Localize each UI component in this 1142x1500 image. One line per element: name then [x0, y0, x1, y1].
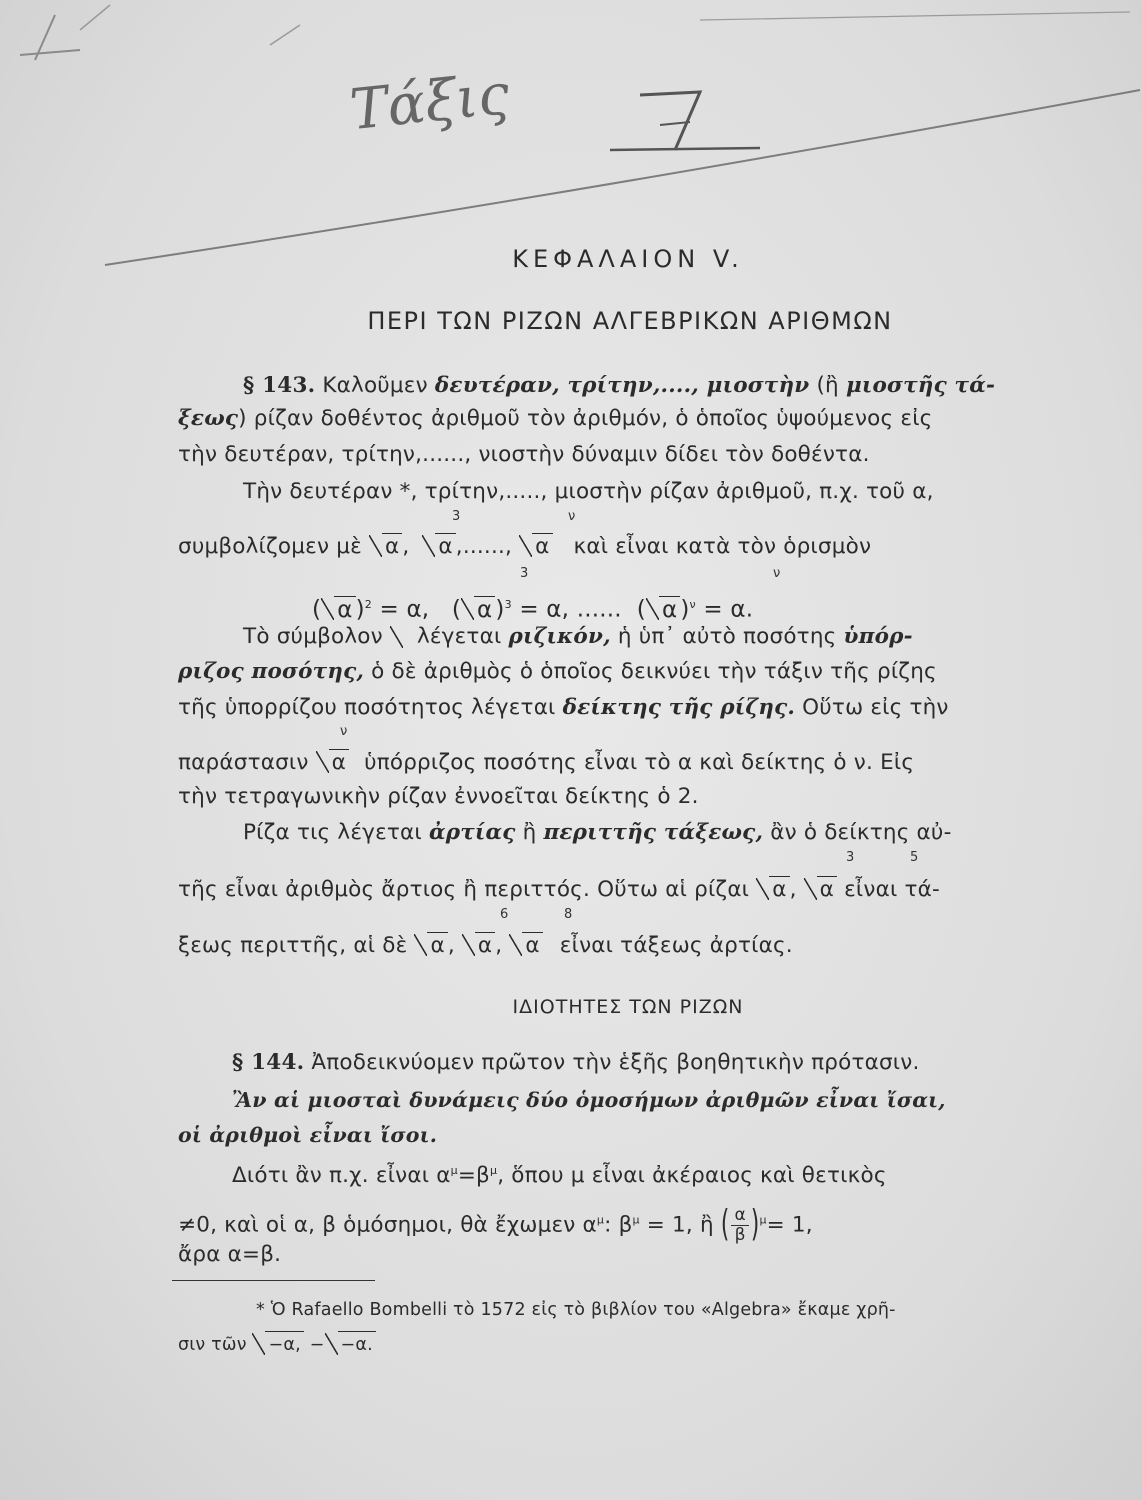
chapter-title: ΚΕΦΑΛΑΙΟΝ V. — [512, 245, 744, 273]
definition-equation: ( α )$^2$ = α, ( α )$^3$ = α, ...... ( α )$^\nu$ = α. — [312, 596, 754, 623]
radical-sign — [390, 624, 410, 650]
paragraph-143-line-9: τῆς ὑπορρίζου ποσότητος λέγεται δείκτης τῆς ρίζης. Οὕτω εἰς τὴν — [178, 695, 949, 720]
chapter-subtitle: ΠΕΡΙ ΤΩΝ ΡΙΖΩΝ ΑΛΓΕΒΡΙΚΩΝ ΑΡΙΘΜΩΝ — [367, 307, 893, 335]
cube-root-symbol: α — [422, 533, 455, 560]
fraction: $\frac{\alpha}{\beta}$ — [731, 1206, 748, 1245]
root-index-n: ν — [773, 566, 781, 581]
section-number: § 144. — [232, 1050, 305, 1075]
paragraph-143-line-8: ριζος ποσότης, ὁ δὲ ἀριθμὸς ὁ ὁποῖος δεικνύει τὴν τάξιν τῆς ρίζης — [178, 659, 937, 684]
paragraph-143-line-10: παράστασιν α ὑπόρριζος ποσότης εἶναι τὸ α καὶ δείκτης ὁ ν. Εἰς — [178, 750, 915, 775]
paragraph-143-line-5: συμβολίζομεν μὲ α , α ,......, α καὶ εἶναι κατὰ τὸν ὁρισμὸν — [178, 534, 872, 559]
paragraph-143-line-1: § 143. Καλοῦμεν δευτέραν, τρίτην,...., μιοστὴν (ἢ μιοστῆς τά- — [243, 373, 996, 398]
nth-root-symbol: α — [519, 533, 552, 560]
sqrt-symbol: α — [369, 533, 402, 560]
paragraph-144-line-5: ≠0, καὶ οἱ α, β ὁμόσημοι, θὰ ἔχωμεν $\alpha^\mu$: $\beta^\mu = 1$, ἢ ( $\frac{\alpha}{\beta}$ )$^\mu$= 1, — [178, 1203, 813, 1246]
root-index-8: 8 — [564, 907, 573, 922]
section-number: § 143. — [243, 373, 316, 398]
footnote-line-2: σιν τῶν −α, − −α. — [178, 1331, 1078, 1358]
footnote-line-1: * Ὁ Rafaello Bombelli τὸ 1572 εἰς τὸ βιβλίον του «Algebra» ἔκαμε χρῆ- — [256, 1300, 896, 1320]
theorem-line-1: Ἂν αἱ μιοσταὶ δυνάμεις δύο ὁμοσήμων ἀριθμῶν εἶναι ἴσαι, — [232, 1088, 946, 1112]
paragraph-143-line-14: ξεως περιττῆς, αἱ δὲ α , α , α εἶναι τάξεως ἀρτίας. — [178, 933, 793, 958]
paragraph-143-line-7: Τὸ σύμβολον λέγεται ριζικόν, ἡ ὑπ᾽ αὐτὸ ποσότης ὑπόρ- — [243, 624, 913, 649]
paragraph-143-line-2: ξεως) ρίζαν δοθέντος ἀριθμοῦ τὸν ἀριθμόν, ὁ ὁποῖος ὑψούμενος εἰς — [178, 406, 933, 431]
paragraph-144-line-4: Διότι ἂν π.χ. εἶναι $\alpha^\mu=\beta^\mu$, ὅπου μ εἶναι ἀκέραιος καὶ θετικὸς — [232, 1163, 887, 1189]
paragraph-143-line-13: τῆς εἶναι ἀριθμὸς ἄρτιος ἢ περιττός. Οὕτω αἱ ρίζαι α , α εἶναι τά- — [178, 877, 940, 902]
paragraph-143-line-11: τὴν τετραγωνικὴν ρίζαν ἐννοεῖται δείκτης ὁ 2. — [178, 784, 699, 809]
paragraph-143-line-3: τὴν δευτέραν, τρίτην,......, νιοστὴν δύναμιν δίδει τὸν δοθέντα. — [178, 442, 870, 467]
root-index-3: 3 — [846, 850, 855, 865]
root-index-5: 5 — [910, 850, 919, 865]
paragraph-144-line-6: ἄρα α=β. — [178, 1242, 282, 1267]
section-title: ΙΔΙΟΤΗΤΕΣ ΤΩΝ ΡΙΖΩΝ — [512, 996, 744, 1018]
handwritten-word: Τάξις — [347, 61, 513, 144]
root-index-n: ν — [340, 724, 348, 739]
theorem-line-2: οἱ ἀριθμοὶ εἶναι ἴσοι. — [178, 1123, 438, 1147]
footnote-separator — [172, 1280, 375, 1281]
paragraph-143-line-4: Τὴν δευτέραν *, τρίτην,....., μιοστὴν ρίζαν ἀριθμοῦ, π.χ. τοῦ α, — [243, 479, 934, 504]
paragraph-143-line-12: Ρίζα τις λέγεται ἀρτίας ἢ περιττῆς τάξεως, ἂν ὁ δείκτης αὐ- — [243, 820, 952, 845]
root-index-3: 3 — [520, 566, 529, 581]
root-index-n: ν — [568, 509, 576, 524]
paragraph-144-line-1: § 144. Ἀποδεικνύομεν πρῶτον τὴν ἑξῆς βοηθητικὴν πρότασιν. — [232, 1050, 920, 1075]
root-index-6: 6 — [500, 907, 509, 922]
root-index-3: 3 — [452, 509, 461, 524]
